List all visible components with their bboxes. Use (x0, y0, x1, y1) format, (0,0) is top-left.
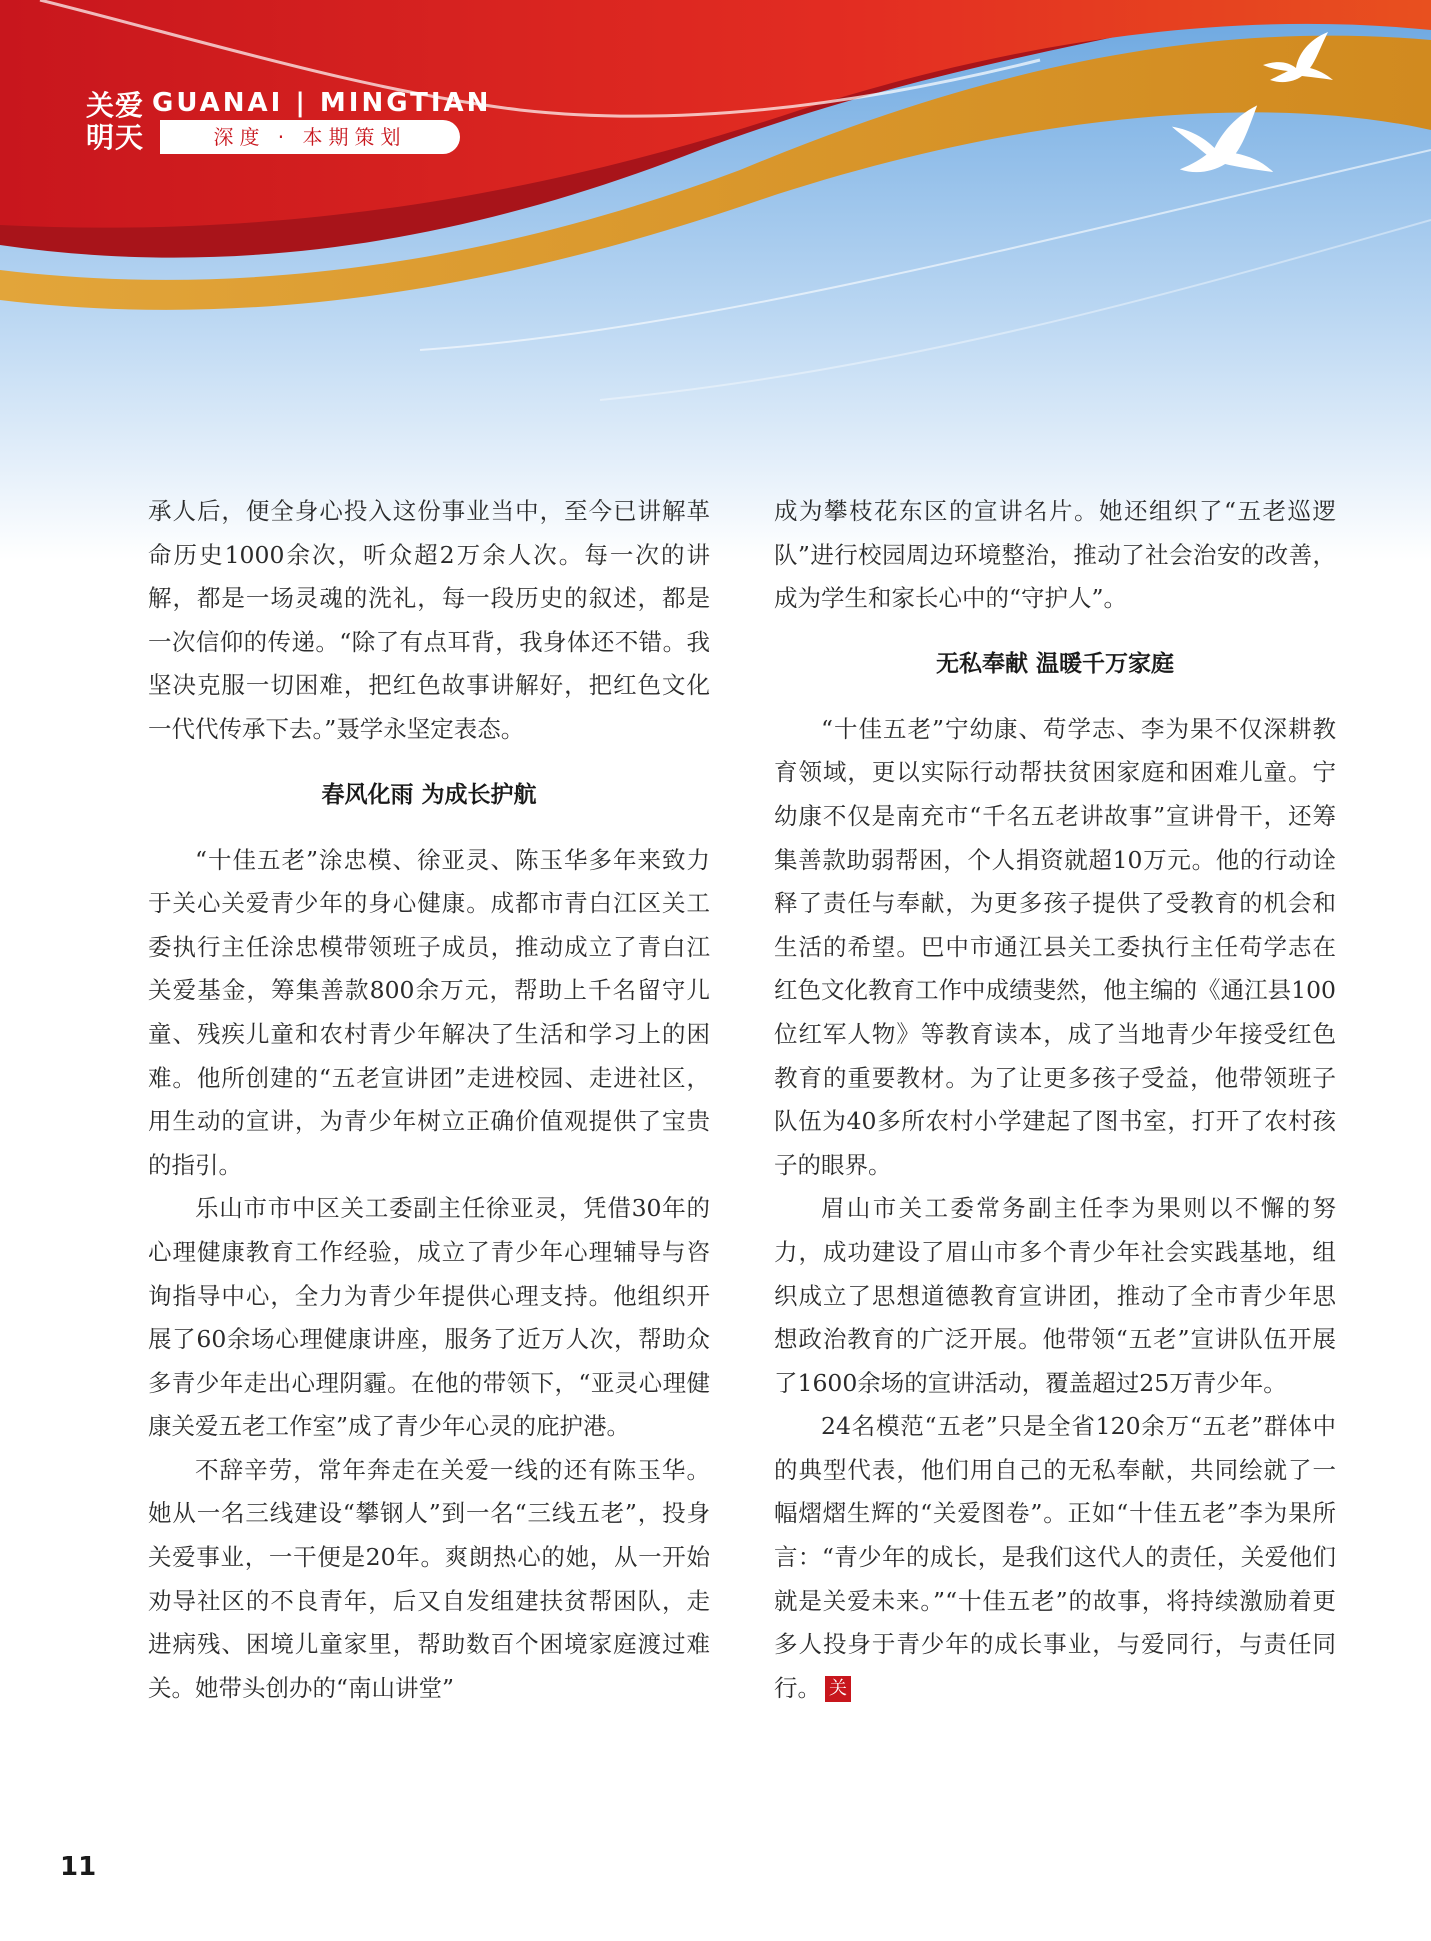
section-heading: 春风化雨 为成长护航 (321, 781, 537, 808)
paragraph: 成为攀枝花东区的宣讲名片。她还组织了“五老巡逻队”进行校园周边环境整治，推动了社会治安的改善，成为学生和家长心中的“守护人”。 (774, 497, 1336, 613)
section-heading: 无私奉献 温暖千万家庭 (935, 650, 1174, 677)
header-ribbon-art (0, 0, 1431, 560)
paragraph: “十佳五老”宁幼康、苟学志、李为果不仅深耕教育领域，更以实际行动帮扶贫困家庭和困难儿童。宁幼康不仅是南充市“千名五老讲故事”宣讲骨干，还筹集善款助弱帮困，个人捐资就超10万元。他的行动诠释了责任与奉献，为更多孩子提供了受教育的机会和生活的希望。巴中市通江县关工委执行主任苟学志在红色文化教育工作中成绩斐然，他主编的《通江县100位红军人物》等教育读本，成了当地青少年接受红色教育的重要教材。为了让更多孩子受益，他带领班子队伍为40多所农村小学建起了图书室，打开了农村孩子的眼界。 (774, 714, 1336, 1179)
logo-chinese (86, 90, 146, 154)
paragraph-text: 24名模范“五老”只是全省120余万“五老”群体中的典型代表，他们用自己的无私奉献，共同绘就了一幅熠熠生辉的“关爱图卷”。正如“十佳五老”李为果所言：“青少年的成长，是我们这代人的责任，关爱他们就是关爱未来。”“十佳五老”的故事，将持续激励着更多人投身于青少年的成长事业，与爱同行，与责任同行。 (774, 1412, 1336, 1702)
page-number: 11 (60, 1852, 97, 1882)
paragraph (774, 1405, 1336, 1710)
logo-line-1: 关爱 (86, 89, 145, 122)
dove-icon (1258, 30, 1338, 90)
paragraph: “十佳五老”涂忠模、徐亚灵、陈玉华多年来致力于关心关爱青少年的身心健康。成都市青白江区关工委执行主任涂忠模带领班子成员，推动成立了青白江关爱基金，筹集善款800余万元，帮助上千名留守儿童、残疾儿童和农村青少年解决了生活和学习上的困难。他所创建的“五老宣讲团”走进校园、走进社区，用生动的宣讲，为青少年树立正确价值观提供了宝贵的指引。 (148, 845, 710, 1179)
end-mark-icon: 关 (825, 1676, 851, 1702)
right-column (774, 490, 1336, 1710)
logo-line-2: 明天 (86, 121, 145, 154)
logo-english: GUANAI | MINGTIAN (152, 88, 492, 118)
paragraph: 承人后，便全身心投入这份事业当中，至今已讲解革命历史1000余次，听众超2万余人次。每一次的讲解，都是一场灵魂的洗礼，每一段历史的叙述，都是一次信仰的传递。“除了有点耳背，我身体还不错。我坚决克服一切困难，把红色故事讲解好，把红色文化一代代传承下去。”聂学永坚定表态。 (148, 497, 710, 743)
paragraph: 乐山市市中区关工委副主任徐亚灵，凭借30年的心理健康教育工作经验，成立了青少年心理辅导与咨询指导中心，全力为青少年提供心理支持。他组织开展了60余场心理健康讲座，服务了近万人次，帮助众多青少年走出心理阴霾。在他的带领下，“亚灵心理健康关爱五老工作室”成了青少年心灵的庇护港。 (148, 1194, 710, 1441)
paragraph: 不辞辛劳，常年奔走在关爱一线的还有陈玉华。她从一名三线建设“攀钢人”到一名“三线五老”，投身关爱事业，一干便是20年。爽朗热心的她，从一开始劝导社区的不良青年，后又自发组建扶贫帮困队，走进病残、困境儿童家里，帮助数百个困境家庭渡过难关。她带头创办的“南山讲堂” (148, 1455, 710, 1702)
left-column (148, 490, 710, 1710)
dove-icon (1165, 100, 1280, 180)
paragraph: 眉山市关工委常务副主任李为果则以不懈的努力，成功建设了眉山市多个青少年社会实践基地，组织成立了思想道德教育宣讲团，推动了全市青少年思想政治教育的广泛开展。他带领“五老”宣讲队伍开展了1600余场的宣讲活动，覆盖超过25万青少年。 (774, 1194, 1336, 1397)
section-tag: 深度 · 本期策划 (160, 120, 460, 154)
